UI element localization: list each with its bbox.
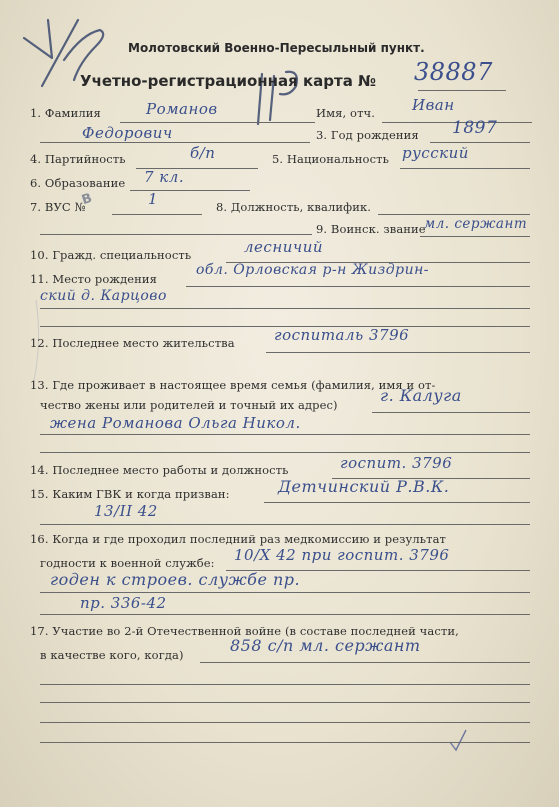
party-label: 4. Партийность [30, 152, 126, 166]
drafted-line-1 [264, 502, 530, 503]
family-line-2 [40, 434, 530, 435]
position-line [378, 214, 530, 215]
education-label: 6. Образование [30, 176, 126, 190]
surname-value: Романов [146, 100, 218, 118]
birthplace-value-2: ский д. Карцово [40, 288, 167, 304]
last-residence-label: 12. Последнее место жительства [30, 336, 235, 350]
family-line-3 [40, 452, 530, 453]
medical-label-2: годности к военной службе: [40, 556, 215, 570]
last-residence-value: госпиталь 3796 [274, 326, 410, 344]
participation-line-3 [40, 702, 530, 703]
drafted-value-1: Детчинский Р.В.К. [278, 477, 450, 496]
medical-line-2 [40, 592, 530, 593]
birth-year-label: 3. Год рождения [316, 128, 419, 142]
rank-value: мл. сержант [424, 216, 528, 232]
nationality-label: 5. Национальность [272, 152, 389, 166]
last-work-label: 14. Последнее место работы и должность [30, 463, 289, 477]
drafted-value-2: 13/II 42 [94, 502, 158, 520]
medical-label-1: 16. Когда и где проходил последний раз медкомиссию и результат [30, 532, 446, 546]
birth-year-value: 1897 [452, 118, 498, 138]
name-label: Имя, отч. [316, 106, 375, 120]
card-number-line [418, 90, 506, 91]
institution-title: Молотовский Военно-Пересыльный пункт. [128, 41, 425, 55]
medical-value-1: 10/X 42 при госпит. 3796 [234, 546, 450, 564]
education-value: 7 кл. [144, 168, 185, 186]
rank-lead-line [40, 234, 312, 235]
last-work-value: госпит. 3796 [340, 454, 453, 472]
nationality-value: русский [402, 144, 469, 162]
birthplace-line-1 [186, 286, 530, 287]
patronymic-line [40, 142, 310, 143]
specialty-value: лесничий [244, 238, 324, 256]
drafted-label: 15. Каким ГВК и когда призван: [30, 487, 230, 501]
surname-line [120, 122, 315, 123]
card-number: 38887 [414, 58, 493, 86]
participation-line-4 [40, 722, 530, 723]
medical-value-3: пр. 336-42 [80, 594, 167, 612]
patronymic-value: Федорович [82, 124, 173, 142]
vus-line [112, 214, 202, 215]
vus-label: 7. ВУС № [30, 200, 86, 214]
party-value: б/п [190, 144, 216, 162]
family-value-2: жена Романова Ольга Никол. [50, 414, 301, 432]
name-value: Иван [412, 96, 455, 114]
participation-line-2 [40, 684, 530, 685]
participation-line-1 [200, 662, 530, 663]
rank-label: 9. Воинск. звание [316, 222, 426, 236]
stamp-letter: В [79, 190, 94, 209]
family-value-1: г. Калуга [380, 386, 462, 405]
card-title: Учетно-регистрационная карта № [80, 72, 377, 90]
last-residence-line [266, 352, 530, 353]
participation-line-5 [40, 742, 530, 743]
specialty-label: 10. Гражд. специальность [30, 248, 192, 262]
birthplace-value-1: обл. Орловская р-н Жиздрин- [196, 262, 430, 278]
position-label: 8. Должность, квалифик. [216, 200, 372, 214]
birthplace-label: 11. Место рождения [30, 272, 158, 286]
rank-line [420, 236, 530, 237]
surname-label: 1. Фамилия [30, 106, 101, 120]
birth-year-line [430, 142, 530, 143]
participation-label-1: 17. Участие во 2-й Отечественной войне (в составе последней части, [30, 624, 459, 638]
vus-value: 1 [148, 190, 159, 208]
nationality-line [400, 168, 530, 169]
drafted-line-2 [40, 524, 530, 525]
participation-label-2: в качестве кого, когда) [40, 648, 184, 662]
participation-value: 858 с/п мл. сержант [230, 636, 421, 655]
medical-line-3 [40, 614, 530, 615]
birthplace-line-2 [40, 308, 530, 309]
medical-value-2: годен к строев. службе пр. [50, 570, 301, 589]
family-line-1 [372, 412, 530, 413]
family-label-1: 13. Где проживает в настоящее время семья (фамилия, имя и от- [30, 378, 436, 392]
family-label-2: чество жены или родителей и точный их адрес) [40, 398, 338, 412]
